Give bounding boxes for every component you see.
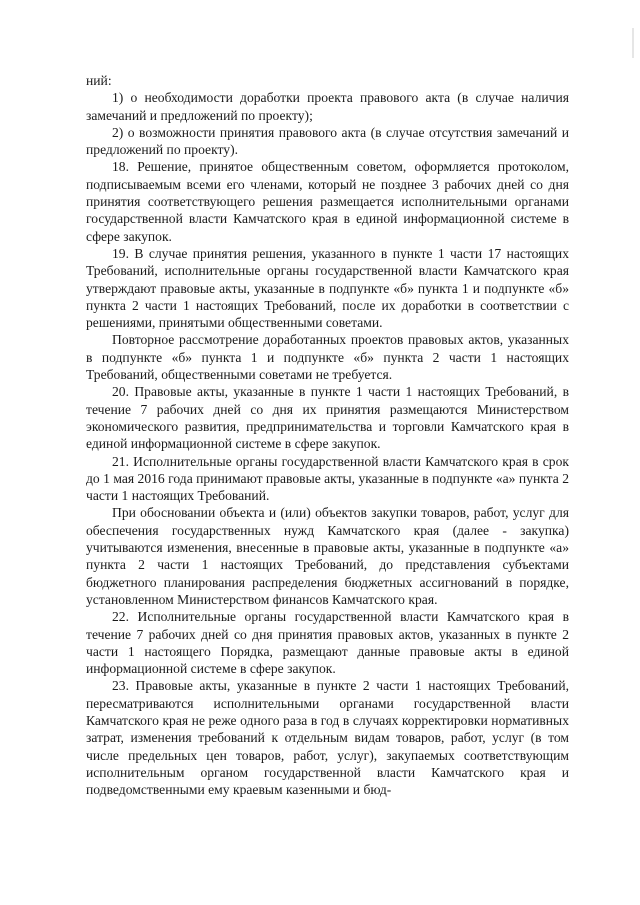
paragraph-21: 21. Исполнительные органы государственной власти Камчатского края в срок до 1 мая 2016 года принимают правовые акты, указанные в подпункте «а» пункта 2 части 1 настоящих Требований. [86, 453, 569, 504]
paragraph-22: 22. Исполнительные органы государственной власти Камчатского края в течение 7 рабочих дней со дня принятия правовых актов, указанных в пункте 2 части 1 настоящего Порядка, размещают данные правовые акты в единой информационной системе в сфере закупок. [86, 609, 569, 677]
document-page [86, 72, 569, 798]
paragraph-19-review: Повторное рассмотрение доработанных проектов правовых актов, указанных в подпункте «б» пункта 1 и подпункте «б» пункта 2 части 1 настоящих Требований, общественными советами не требуется. [86, 332, 569, 383]
paragraph-option-1: 1) о необходимости доработки проекта правового акта (в случае наличия замечаний и предложений по проекту); [86, 90, 569, 123]
paragraph-18: 18. Решение, принятое общественным советом, оформляется протоколом, подписываемым всеми его членами, который не позднее 3 рабочих дней со дня принятия соответствующего решения размещается исполнительными органами государственной власти Камчатского края в единой информационной системе в сфере закупок. [86, 159, 569, 244]
page-edge-mark [632, 28, 634, 58]
paragraph-21-justification: При обосновании объекта и (или) объектов закупки товаров, работ, услуг для обеспечения государственных нужд Камчатского края (далее - закупка) учитываются изменения, внесенные в правовые акты, указанные в подпункте «а» пункта 2 части 1 настоящих Требований, до представления субъектами бюджетного планирования распределения бюджетных ассигнований в порядке, установленном Министерством финансов Камчатского края. [86, 505, 569, 607]
paragraph-continuation: ний: [86, 73, 112, 88]
paragraph-20: 20. Правовые акты, указанные в пункте 1 части 1 настоящих Требований, в течение 7 рабочих дней со дня их принятия размещаются Министерством экономического развития, предпринимательства и торговли Камчатского края в единой информационной системе в сфере закупок. [86, 384, 569, 452]
paragraph-19: 19. В случае принятия решения, указанного в пункте 1 части 17 настоящих Требований, исполнительные органы государственной власти Камчатского края утверждают правовые акты, указанные в подпункте «б» пункта 1 и подпункте «б» пункта 2 части 1 настоящих Требований, после их доработки в соответствии с решениями, принятыми общественными советами. [86, 245, 569, 331]
paragraph-23: 23. Правовые акты, указанные в пункте 2 части 1 настоящих Требований, пересматриваются исполнительными органами государственной власти Камчатского края не реже одного раза в год в случаях корректировки нормативных затрат, изменения требований к отдельным видам товаров, работ, услуг (в том числе предельных цен товаров, работ, услуг), закупаемых соответствующим исполнительным органом государственной власти Камчатского края и подведомственными ему краевым казенными и бюд- [86, 678, 569, 798]
paragraph-option-2: 2) о возможности принятия правового акта (в случае отсутствия замечаний и предложений по проекту). [86, 124, 569, 158]
